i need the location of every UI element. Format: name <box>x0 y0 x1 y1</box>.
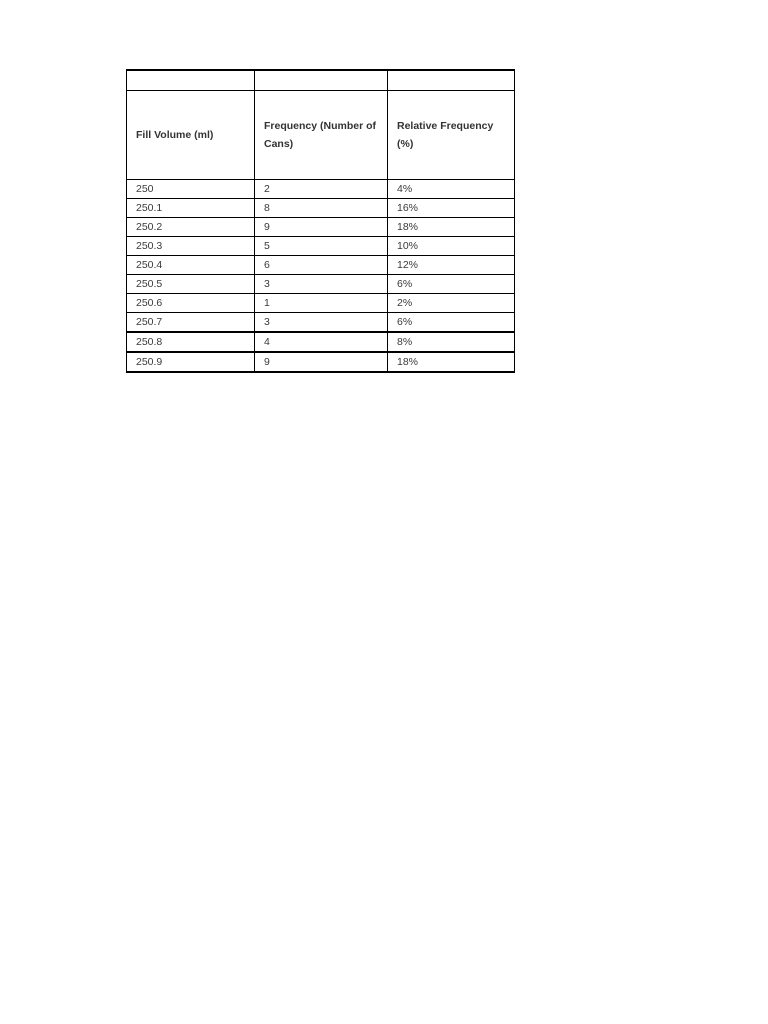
relative-frequency-cell: 18% <box>388 218 515 237</box>
fill-volume-cell: 250.3 <box>127 237 255 256</box>
table-row <box>127 332 515 352</box>
empty-top-row <box>127 70 515 91</box>
table-row <box>127 294 515 313</box>
table-row <box>127 352 515 372</box>
frequency-cell: 9 <box>255 352 388 372</box>
fill-volume-cell: 250.5 <box>127 275 255 294</box>
frequency-cell: 5 <box>255 237 388 256</box>
table-row <box>127 237 515 256</box>
header-fill-volume: Fill Volume (ml) <box>127 91 255 180</box>
frequency-cell: 4 <box>255 332 388 352</box>
header-relative-frequency: Relative Frequency (%) <box>388 91 515 180</box>
empty-cell <box>127 70 255 91</box>
relative-frequency-cell: 12% <box>388 256 515 275</box>
header-row <box>127 91 515 180</box>
fill-volume-cell: 250.2 <box>127 218 255 237</box>
table-row <box>127 180 515 199</box>
fill-volume-cell: 250.4 <box>127 256 255 275</box>
relative-frequency-cell: 18% <box>388 352 515 372</box>
fill-volume-cell: 250.6 <box>127 294 255 313</box>
relative-frequency-cell: 10% <box>388 237 515 256</box>
table-row <box>127 199 515 218</box>
frequency-cell: 3 <box>255 313 388 333</box>
fill-volume-cell: 250.7 <box>127 313 255 333</box>
frequency-cell: 8 <box>255 199 388 218</box>
empty-cell <box>388 70 515 91</box>
fill-volume-cell: 250 <box>127 180 255 199</box>
relative-frequency-cell: 2% <box>388 294 515 313</box>
header-frequency: Frequency (Number of Cans) <box>255 91 388 180</box>
fill-volume-cell: 250.1 <box>127 199 255 218</box>
frequency-cell: 1 <box>255 294 388 313</box>
relative-frequency-cell: 4% <box>388 180 515 199</box>
relative-frequency-cell: 6% <box>388 275 515 294</box>
frequency-cell: 9 <box>255 218 388 237</box>
table-row <box>127 313 515 333</box>
frequency-table <box>126 69 515 373</box>
table-row <box>127 218 515 237</box>
frequency-cell: 6 <box>255 256 388 275</box>
relative-frequency-cell: 8% <box>388 332 515 352</box>
table-row <box>127 275 515 294</box>
frequency-cell: 3 <box>255 275 388 294</box>
relative-frequency-cell: 6% <box>388 313 515 333</box>
empty-cell <box>255 70 388 91</box>
table-row <box>127 256 515 275</box>
frequency-cell: 2 <box>255 180 388 199</box>
fill-volume-cell: 250.9 <box>127 352 255 372</box>
relative-frequency-cell: 16% <box>388 199 515 218</box>
fill-volume-cell: 250.8 <box>127 332 255 352</box>
